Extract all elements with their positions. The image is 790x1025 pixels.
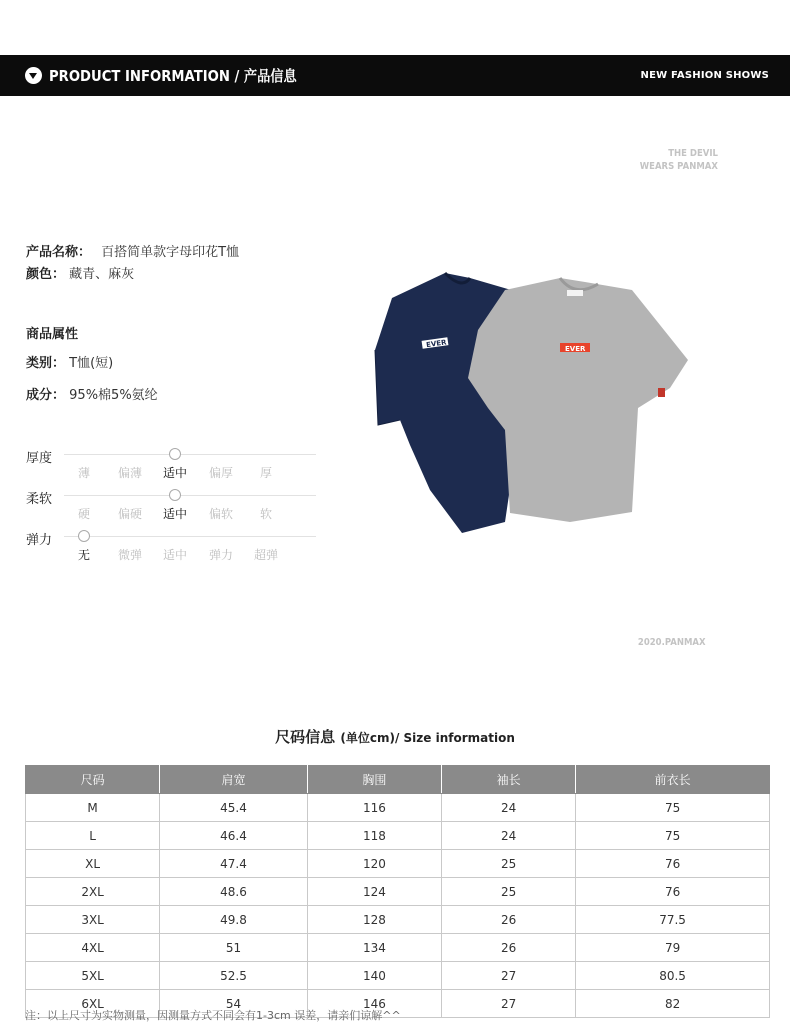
attribute-row (26, 529, 296, 569)
table-cell: 46.4 (160, 822, 308, 850)
product-material-value: 95%棉5%氨纶 (69, 388, 158, 403)
measurement-note: 注：以上尺寸为实物测量，因测量方式不同会有1-3cm 误差，请亲们谅解^^ (25, 1009, 401, 1022)
attribute-label: 柔软 (26, 492, 53, 507)
table-cell: XL (26, 850, 160, 878)
table-cell: L (26, 822, 160, 850)
table-cell: 5XL (26, 962, 160, 990)
table-cell: 120 (307, 850, 441, 878)
attributes-heading (26, 323, 78, 342)
chevron-down-icon (25, 67, 42, 84)
table-cell: 27 (441, 962, 575, 990)
attribute-option: 超弹 (253, 548, 278, 562)
table-row (26, 850, 770, 878)
table-cell: 146 (307, 990, 441, 1018)
attribute-row (26, 447, 296, 487)
table-row (26, 794, 770, 822)
attribute-option: 偏厚 (208, 466, 233, 480)
attribute-label: 厚度 (26, 451, 53, 466)
table-cell: 25 (441, 850, 575, 878)
table-cell: 48.6 (160, 878, 308, 906)
watermark-line: THE DEVIL (668, 148, 718, 159)
product-photo (370, 270, 720, 540)
table-cell: 49.8 (160, 906, 308, 934)
attribute-selected-marker (169, 448, 181, 460)
attribute-option: 适中 (162, 548, 187, 562)
table-cell: 24 (441, 822, 575, 850)
table-cell: 4XL (26, 934, 160, 962)
table-cell: 124 (307, 878, 441, 906)
product-name-label: 产品名称： (26, 245, 92, 260)
product-name-row (26, 241, 239, 260)
table-row (26, 962, 770, 990)
product-color-row (26, 263, 134, 282)
product-name-value: 百搭简单款字母印花T恤 (101, 245, 240, 260)
header-tagline: NEW FASHION SHOWS (640, 70, 769, 81)
table-cell: 25 (441, 878, 575, 906)
attribute-row (26, 488, 296, 528)
table-cell: 54 (160, 990, 308, 1018)
attribute-option: 厚 (259, 466, 272, 480)
table-cell: 75 (576, 822, 770, 850)
attribute-scale-line (64, 454, 316, 455)
watermark-top (640, 147, 718, 173)
section-title: PRODUCT INFORMATION / 产品信息 (49, 67, 297, 85)
table-cell: 51 (160, 934, 308, 962)
attribute-option: 硬 (77, 507, 90, 521)
attribute-selected-marker (78, 530, 90, 542)
table-cell: 118 (307, 822, 441, 850)
product-category-label: 类别： (26, 356, 66, 371)
attribute-option: 偏软 (208, 507, 233, 521)
table-cell: 24 (441, 794, 575, 822)
table-cell: 47.4 (160, 850, 308, 878)
table-cell: 2XL (26, 878, 160, 906)
size-table-body (26, 794, 770, 1018)
size-column-header: 肩宽 (160, 766, 308, 794)
product-material-label: 成分： (26, 388, 66, 403)
attributes-heading-text: 商品属性 (26, 327, 79, 342)
size-column-header: 尺码 (26, 766, 160, 794)
attribute-scale-line (64, 536, 316, 537)
attribute-option: 偏薄 (117, 466, 142, 480)
table-row (26, 934, 770, 962)
attribute-label: 弹力 (26, 533, 53, 548)
table-cell: M (26, 794, 160, 822)
watermark-line: WEARS PANMAX (639, 161, 718, 172)
size-info-title (0, 726, 790, 747)
attribute-scale-line (64, 495, 316, 496)
product-category-value: T恤(短) (69, 356, 114, 371)
product-category-row (26, 352, 113, 371)
product-color-value: 藏青、麻灰 (69, 267, 135, 282)
attribute-option: 适中 (162, 507, 187, 521)
attribute-option: 偏硬 (117, 507, 142, 521)
attribute-option: 无 (77, 548, 90, 562)
table-cell: 26 (441, 906, 575, 934)
table-cell: 82 (576, 990, 770, 1018)
size-column-header: 袖长 (441, 766, 575, 794)
table-cell: 75 (576, 794, 770, 822)
table-cell: 128 (307, 906, 441, 934)
table-cell: 3XL (26, 906, 160, 934)
table-cell: 45.4 (160, 794, 308, 822)
table-cell: 140 (307, 962, 441, 990)
watermark-bottom: 2020.PANMAX (638, 637, 706, 648)
table-cell: 76 (576, 878, 770, 906)
attribute-option: 薄 (77, 466, 90, 480)
table-row (26, 878, 770, 906)
section-header-bar (0, 55, 790, 96)
attribute-option: 微弹 (117, 548, 142, 562)
size-table-header (26, 766, 770, 794)
product-color-label: 颜色： (26, 267, 66, 282)
attribute-option: 弹力 (208, 548, 233, 562)
table-cell: 80.5 (576, 962, 770, 990)
size-info-heading: 尺码信息 (275, 728, 336, 746)
table-cell: 6XL (26, 990, 160, 1018)
product-material-row (26, 384, 158, 403)
attribute-selected-marker (169, 489, 181, 501)
table-cell: 134 (307, 934, 441, 962)
attribute-option: 适中 (162, 466, 187, 480)
attribute-option: 软 (259, 507, 272, 521)
size-column-header: 前衣长 (576, 766, 770, 794)
table-cell: 26 (441, 934, 575, 962)
size-info-subtitle: (单位cm)/ Size information (340, 731, 515, 745)
table-cell: 52.5 (160, 962, 308, 990)
table-cell: 77.5 (576, 906, 770, 934)
table-cell: 116 (307, 794, 441, 822)
size-table (25, 765, 770, 1018)
table-cell: 76 (576, 850, 770, 878)
size-column-header: 胸围 (307, 766, 441, 794)
table-cell: 79 (576, 934, 770, 962)
grey-print-text: EVER (565, 345, 586, 353)
table-row (26, 906, 770, 934)
table-cell: 27 (441, 990, 575, 1018)
navy-print-text: EVER (425, 338, 447, 350)
table-row (26, 822, 770, 850)
